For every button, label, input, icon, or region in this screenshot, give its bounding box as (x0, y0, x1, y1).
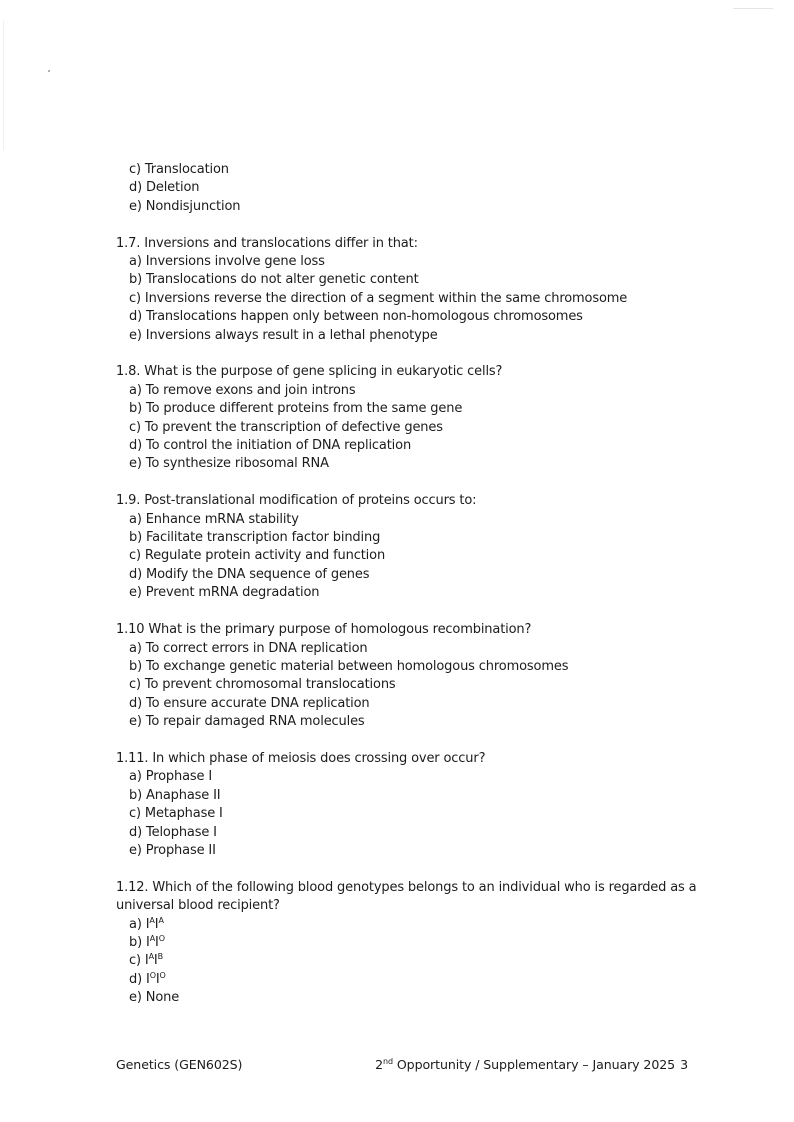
scan-artifact-dot (48, 70, 50, 72)
question-number: 1.8. (116, 364, 141, 380)
option-text: Prophase I (145, 769, 213, 785)
question-1-10 (116, 621, 716, 731)
opportunity-number: 2 (375, 1057, 383, 1072)
option-label: d) (129, 695, 143, 711)
option-label: e) (129, 585, 142, 601)
allele-base: I (154, 916, 159, 932)
question-stem-continued: universal blood recipient? (116, 898, 280, 914)
question-number: 1.11. (116, 750, 149, 766)
option-b (116, 934, 716, 952)
option-b (116, 271, 716, 289)
allele-sup: O (159, 970, 166, 980)
allele-base: I (146, 934, 150, 950)
option-d (116, 566, 716, 584)
question-number: 1.9. (116, 493, 141, 509)
option-label: d) (129, 971, 143, 987)
option-label: d) (129, 566, 143, 582)
scan-artifact-line (733, 8, 773, 9)
question-stem (116, 363, 716, 381)
option-d (116, 824, 716, 842)
question-stem (116, 492, 716, 510)
continued-question-options (116, 161, 716, 216)
option-e (116, 842, 716, 860)
allele-base: I (155, 934, 159, 950)
option-c (116, 952, 716, 970)
option-label: a) (129, 254, 142, 270)
allele-sup: O (158, 933, 165, 943)
allele-sup: O (149, 970, 156, 980)
option-a (116, 253, 716, 271)
question-text: What is the purpose of gene splicing in eukaryotic cells? (144, 364, 503, 380)
option-label: d) (129, 309, 143, 325)
allele-base: I (155, 971, 160, 987)
option-label: c) (129, 953, 141, 969)
option-e (116, 584, 716, 602)
option-e (116, 455, 716, 473)
option-text: Telophase I (146, 824, 217, 840)
option-label: e) (129, 198, 142, 214)
option-a (116, 640, 716, 658)
page-number: 3 (680, 1057, 688, 1072)
genotype (146, 972, 166, 987)
allele-base: I (146, 971, 150, 987)
option-text: To ensure accurate DNA replication (146, 695, 370, 711)
option-e (116, 713, 716, 731)
question-1-8 (116, 363, 716, 473)
ordinal-suffix: nd (383, 1057, 393, 1066)
option-label: a) (129, 640, 142, 656)
option-label: e) (129, 714, 142, 730)
allele-base: I (144, 953, 149, 969)
allele-sup: B (157, 952, 163, 962)
option-label: c) (129, 162, 141, 177)
question-number: 1.12. (116, 879, 149, 895)
option-label: d) (129, 824, 143, 840)
question-text: Which of the following blood genotypes belongs to an individual who is regarded as a (152, 879, 697, 895)
option-text: Facilitate transcription factor binding (146, 530, 381, 546)
option-text: Modify the DNA sequence of genes (146, 566, 370, 582)
option-c (116, 676, 716, 694)
option-text: To prevent chromosomal translocations (144, 677, 396, 693)
question-stem (116, 621, 716, 639)
option-label: a) (129, 382, 142, 398)
option-label: b) (129, 934, 143, 950)
option-label: b) (129, 401, 143, 417)
question-text: What is the primary purpose of homologous recombination? (148, 622, 532, 638)
option-label: c) (129, 806, 141, 822)
question-1-11 (116, 750, 716, 860)
option-text: Metaphase I (144, 806, 223, 822)
option-a (116, 916, 716, 934)
question-number: 1.7. (116, 235, 141, 251)
question-number: 1.10 (116, 622, 145, 638)
question-text: Post-translational modification of proteins occurs to: (144, 493, 477, 509)
option-label: c) (129, 548, 141, 564)
option-text: To correct errors in DNA replication (145, 640, 368, 656)
option-c (116, 290, 716, 308)
option-label: c) (129, 290, 141, 306)
allele-sup: A (149, 933, 156, 943)
allele-sup: A (149, 915, 155, 925)
option-c (116, 547, 716, 565)
option-label: b) (129, 530, 143, 546)
scan-artifact-edge (3, 20, 4, 150)
option-label: b) (129, 272, 143, 288)
option-b (116, 658, 716, 676)
option-d (116, 437, 716, 455)
option-text: Deletion (146, 180, 200, 196)
option-label: e) (129, 456, 142, 472)
option-label: a) (129, 769, 142, 785)
question-stem (116, 879, 716, 897)
option-text: Regulate protein activity and function (144, 548, 386, 564)
course-name: Genetics (GEN602S) (116, 1057, 243, 1072)
option-text: Translocations do not alter genetic content (146, 272, 419, 288)
allele-base: I (145, 916, 150, 932)
option-label: a) (129, 511, 142, 527)
exam-info (375, 1057, 688, 1072)
option-c (116, 419, 716, 437)
option-b (116, 787, 716, 805)
genotype (146, 917, 164, 932)
option-a (116, 768, 716, 786)
allele-sup: A (148, 952, 154, 962)
option-e (116, 989, 716, 1007)
option-text: Inversions reverse the direction of a segment within the same chromosome (144, 290, 628, 306)
question-1-7 (116, 235, 716, 345)
option-d (116, 308, 716, 326)
question-1-9 (116, 492, 716, 602)
question-stem (116, 750, 716, 768)
option-label: d) (129, 438, 143, 454)
option-text: To produce different proteins from the same gene (146, 401, 463, 417)
option-label: b) (129, 787, 143, 803)
option-a (116, 511, 716, 529)
option-label: c) (129, 419, 141, 435)
option-text: To prevent the transcription of defective genes (144, 419, 443, 435)
option-d (116, 971, 716, 989)
option-text: Translocation (144, 162, 229, 177)
option-text: Translocations happen only between non-homologous chromosomes (146, 309, 583, 325)
option-label: e) (129, 842, 142, 858)
option-d (116, 179, 716, 197)
exam-content (116, 161, 716, 1008)
option-text: Prophase II (145, 842, 216, 858)
option-c (116, 805, 716, 823)
genotype (145, 953, 163, 968)
option-label: e) (129, 990, 142, 1006)
option-text: To control the initiation of DNA replication (146, 438, 412, 454)
option-text: Anaphase II (146, 787, 221, 803)
option-text: Inversions always result in a lethal phenotype (145, 327, 438, 343)
option-e (116, 198, 716, 216)
option-b (116, 400, 716, 418)
option-text: Inversions involve gene loss (145, 254, 325, 270)
allele-base: I (153, 953, 158, 969)
option-text: To repair damaged RNA molecules (145, 714, 365, 730)
exam-session: Opportunity / Supplementary – January 2025 (392, 1057, 676, 1072)
option-label: d) (129, 180, 143, 196)
option-label: e) (129, 327, 142, 343)
option-c (116, 161, 716, 179)
option-text: Enhance mRNA stability (145, 511, 299, 527)
option-a (116, 382, 716, 400)
question-1-12 (116, 879, 716, 1008)
option-text: To exchange genetic material between homologous chromosomes (146, 658, 569, 674)
option-d (116, 695, 716, 713)
option-text: To remove exons and join introns (145, 382, 356, 398)
option-label: c) (129, 677, 141, 693)
option-b (116, 529, 716, 547)
question-stem (116, 235, 716, 253)
option-label: b) (129, 658, 143, 674)
question-text: Inversions and translocations differ in that: (144, 235, 418, 251)
question-text: In which phase of meiosis does crossing over occur? (152, 750, 486, 766)
option-label: a) (129, 916, 142, 932)
option-text: Nondisjunction (145, 198, 241, 214)
option-e (116, 327, 716, 345)
option-text: To synthesize ribosomal RNA (145, 456, 329, 472)
genotype (146, 935, 165, 950)
option-text: Prevent mRNA degradation (145, 585, 320, 601)
allele-sup: A (158, 915, 164, 925)
option-text: None (145, 990, 180, 1006)
